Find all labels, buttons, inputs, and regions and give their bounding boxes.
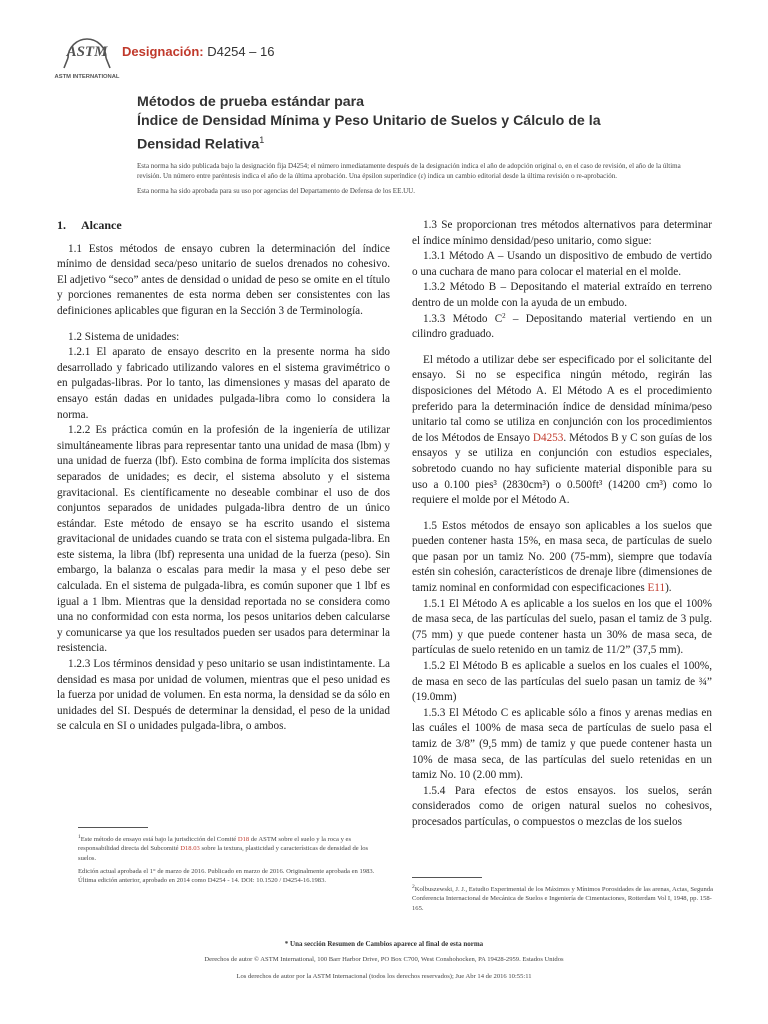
footnote-1-mid: de ASTM sobre el suelo y la roca y es responsabilidad directa del Subcomité (78, 836, 352, 853)
footnote-2-text: Kolbuszewski, J. J., Estudio Experimental de los Máximos y Mínimos Porosidades de las arenas, Actas, Segunda Conferencia Internacional de Mecánica de Suelos e Ingeniería de Cimentaciones, Rotterdam Vol I, 1948, pp. 158-165. (412, 886, 714, 912)
designation-label: Designación: (122, 44, 204, 59)
copyright-line: Derechos de autor © ASTM International, 100 Barr Harbor Drive, PO Box C700, West Conshohocken, PA 19428-2959. Estados Unidos (204, 956, 564, 963)
footnote-divider-left (78, 827, 148, 828)
title-line-3 (137, 131, 657, 155)
para-1-2-2: 1.2.2 Es práctica común en la profesión de la ingeniería de utilizar simultáneamente libras para representar tanto una unidad de masa (lbm) y una unidad de fuerza (lbf). Esto combina de forma implícita dos sistemas separados de unidades; es decir, el sistema absoluto y el sistema gravitacional. Es científicamente no deseable combinar el uso de dos conjuntos separados de unidades pulgada-libra dentro de un único estándar. Este método de ensayo se ha escrito usando el sistema gravitacional de unidades cuando se trata con el sistema pulgada-libra. En este sistema, la libra (lbf) representa una unidad de la fuerza (peso). Sin embargo, la balanza o escalas para medir la masa y el peso debe ser calculada. En el sistema de pulgada-libra, es común suponer que 1 lbf es igual a 1 lbm. Mientras que la densidad reportada no se considera como una no conformidad con esta norma, los pesos unitarios deben calcularse y comunicarse ya que los resultados pueden ser usados para determinar la resistencia. (57, 424, 390, 655)
para-1-3-3-end: – Depositando material vertiendo en un cilindro graduado. (412, 312, 712, 341)
footnotes-right (412, 883, 717, 917)
para-1-3-2: 1.3.2 Método B – Depositando el material extraído en terreno dentro de un molde con la ayuda de un embudo. (412, 281, 712, 309)
para-1-5-4: 1.5.4 Para efectos de estos ensayos. los suelos, serán considerados como de origen natural suelos no cohesivos, procesados partículas, o compuestos o mezclas de los suelos (412, 784, 712, 828)
section-title: Alcance (81, 218, 122, 232)
para-1-1: 1.1 Estos métodos de ensayo cubren la determinación del índice mínimo de densidad seca/peso unitario de suelos drenados no cohesivo. El adjetivo “seco” antes de densidad o unidad de peso se omite en el título y porciones remanentes de esta norma deben ser consistentes con las definiciones aplicables que figuran en la Sección 3 de Terminología. (57, 242, 390, 317)
footnote-2-mark: 2 (412, 884, 415, 890)
para-1-5-2: 1.5.2 El Método B es aplicable a suelos en los cuales el 100%, de masa en seco de las partículas del suelo pasan un tamiz de ¾” (19.0mm) (412, 660, 712, 704)
footnote-1-mark: 1 (78, 834, 81, 840)
title-line-1: Métodos de prueba estándar para (137, 94, 365, 110)
para-1-5 (412, 519, 712, 597)
footnote-ref-2: 2 (502, 311, 506, 320)
edition-note: Edición actual aprobada el 1° de marzo de 2016. Publicado en marzo de 2016. Originalmente aprobada en 1983. Última edición anterior, aprobado en 2014 como D4254 - 14. DOI: 10.1520 / D4254-16.1983. (78, 867, 375, 884)
summary-of-changes-note: * Una sección Resumen de Cambios aparece al final de esta norma (284, 940, 484, 948)
link-d4253[interactable]: D4253 (532, 431, 564, 444)
para-1-3: 1.3 Se proporcionan tres métodos alternativos para determinar el índice mínimo densidad/peso unitario, como sigue: (412, 219, 712, 247)
svg-text:ASTM INTERNATIONAL: ASTM INTERNATIONAL (54, 74, 120, 80)
left-column (57, 218, 390, 735)
issuance-notes (137, 162, 692, 203)
issuance-note: Esta norma ha sido publicada bajo la designación fija D4254; el número inmediatamente después de la designación indica el año de adopción original o, en el caso de revisión, el año de la última revisión. Un número entre paréntesis indica el año de la última aprobación. Una épsilon superíndice (ε) indica un cambio editorial desde la última revisión o re-aprobación. (137, 162, 681, 180)
footer-copyright (0, 955, 768, 989)
para-1-3-3-start: 1.3.3 Método C (423, 312, 503, 325)
right-column (412, 218, 712, 831)
footnote-1-start: Este método de ensayo está bajo la jurisdicción del Comité (80, 836, 238, 844)
para-method-selection (412, 353, 712, 509)
designation (122, 44, 274, 59)
footnote-2 (412, 883, 717, 913)
link-d18-03[interactable]: D18.03 (180, 845, 200, 853)
para-1-5-start: 1.5 Estos métodos de ensayo son aplicables a los suelos que pueden contener hasta 15%, en masa seca, de partículas de suelo que pasan por un tamiz No. 200 (75-mm), siempre que todavía estén sin cohesión, característicos de drenaje libre (dimensiones de tamiz nominal en conformidad con especificaciones (412, 519, 712, 595)
svg-text:ASTM: ASTM (66, 44, 108, 60)
title-line-2: Índice de Densidad Mínima y Peso Unitario de Suelos y Cálculo de la (137, 113, 601, 129)
link-e11[interactable]: E11 (647, 582, 666, 595)
para-1-2-1: 1.2.1 El aparato de ensayo descrito en la presente norma ha sido desarrollado y fabricado utilizando valores en el sistema gravimétrico o en pulgadas-libras. Por lo tanto, las dimensiones y masas del aparato de ensayo están dadas en unidades pulgada-libra como lo considera la norma. (57, 346, 390, 421)
para-1-3-3 (412, 312, 712, 343)
para-1-5-3: 1.5.3 El Método C es aplicable sólo a finos y arenas medias en las cuáles el 100% de masa seca de partículas de suelo pasa el tamiz de 3/8” (9,5 mm) de tamiz y que puede contener hasta un 10% de masa seca, de las partículas del suelo retenidas en un tamiz No. 10 (2.00 mm). (412, 706, 712, 782)
para-1-5-1: 1.5.1 El Método A es aplicable a los suelos en los que el 100% de masa seca, de las partículas del suelo, pasan el tamiz de 3 pulg. (75 mm) y que puede contener hasta un 30% de masa seca, de partículas de suelo retenido en un tamiz de 11/2” (37,5 mm). (412, 597, 712, 657)
title-line-3-text: Densidad Relativa (137, 136, 260, 153)
footnote-1-end: sobre la textura, plasticidad y características de densidad de los suelos. (78, 845, 369, 862)
approval-note: Esta norma ha sido aprobada para su uso por agencias del Departamento de Defensa de los EE.UU. (137, 187, 415, 196)
footnote-1 (78, 833, 378, 863)
section-heading (57, 218, 390, 234)
para-1-3-1: 1.3.1 Método A – Usando un dispositivo de embudo de vertido o una cuchara de mano para colocar el material en el molde. (412, 250, 712, 278)
rights-line: Los derechos de autor por la ASTM Internacional (todos los derechos reservados); Jue Abr 14 de 2016 10:55:11 (236, 973, 532, 980)
footnotes-left (78, 833, 378, 889)
section-number: 1. (57, 218, 66, 232)
para-method-start: El método a utilizar debe ser especificado por el solicitante del ensayo. Si no se especifica ningún método, regirán las disposiciones del Método A. El Método A es el procedimiento preferido para la determinación índice de densidad mínima/peso unitario tal como se utiliza en conjunción con los procedimientos de los Métodos de Ensayo (412, 353, 712, 444)
para-1-2-3: 1.2.3 Los términos densidad y peso unitario se usan indistintamente. La densidad es masa por unidad de volumen, mientras que el peso unidad es la fuerza por unidad de volumen. En esta norma, la densidad se da sólo en unidades del SI. Después de determinar la densidad, el peso de la unidad se calcula en SI o unidades pulgada-libra, o ambos. (57, 658, 390, 733)
title-footnote-mark: 1 (259, 135, 265, 145)
para-1-5-end: ). (665, 582, 672, 595)
para-method-end: . Métodos B y C son guías de los ensayos y se utiliza en conjunción con estudios especiales, sobretodo cuando no hay suficiente material disponible para su uso a 0.100 pies³ (2830cm³) o 0.500ft³ (14200 cm³) como lo requiere el molde por el Método A. (412, 431, 712, 507)
astm-logo (54, 28, 120, 80)
para-1-2: 1.2 Sistema de unidades: (68, 330, 180, 343)
designation-value: D4254 – 16 (203, 44, 275, 59)
link-d18[interactable]: D18 (237, 836, 250, 844)
document-title (137, 93, 657, 155)
footnote-divider-right (412, 877, 482, 878)
